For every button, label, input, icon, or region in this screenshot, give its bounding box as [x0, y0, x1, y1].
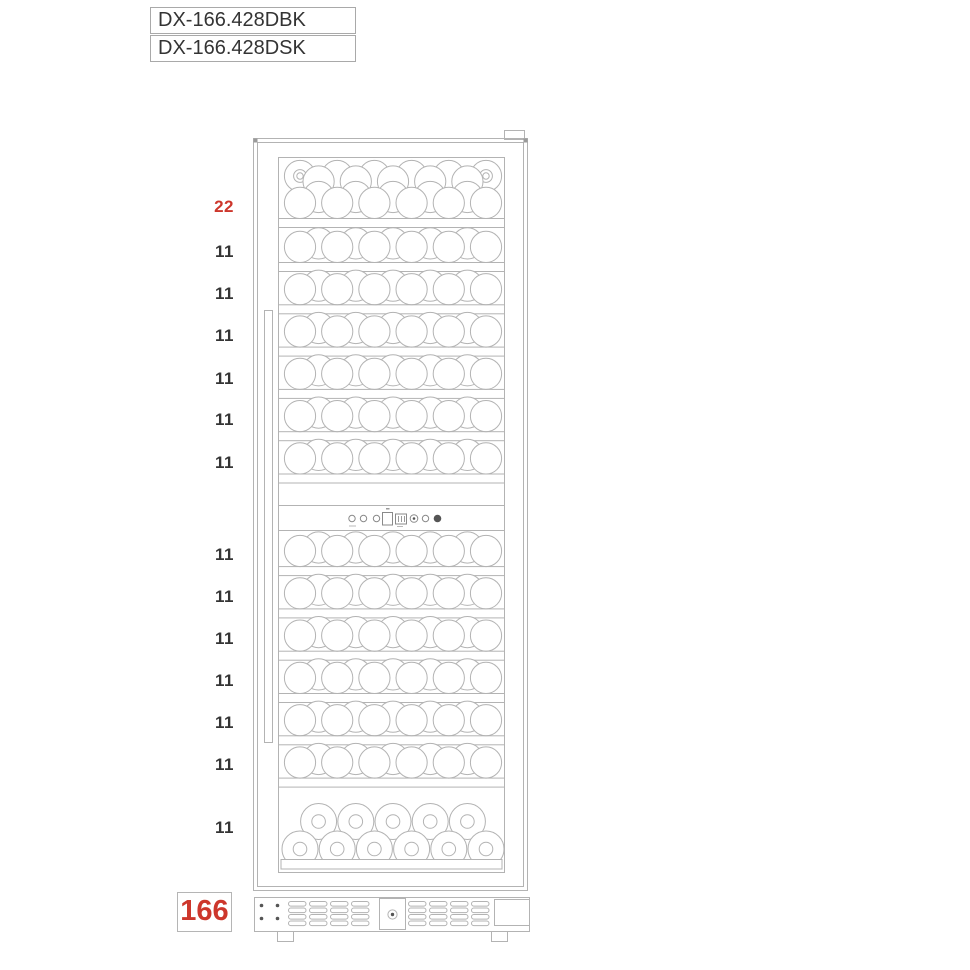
vent-slat — [451, 908, 469, 913]
bottle — [433, 747, 464, 778]
bottle — [433, 578, 464, 609]
shelf — [279, 474, 505, 483]
bottle — [359, 231, 390, 262]
bottle — [359, 187, 390, 218]
bottle — [396, 231, 427, 262]
bottle — [322, 535, 353, 566]
bottle — [284, 578, 315, 609]
bottle — [396, 401, 427, 432]
bottle — [322, 231, 353, 262]
bottle — [396, 705, 427, 736]
bottle-punt — [405, 842, 419, 856]
shelf-row-1 — [279, 228, 505, 272]
panel-mark — [386, 508, 390, 510]
bottle — [284, 231, 315, 262]
capacity-label-7: 11 — [215, 545, 234, 564]
panel-button — [422, 515, 428, 521]
vent-slat — [289, 902, 307, 907]
shelf — [279, 219, 505, 228]
vent-slat — [331, 908, 349, 913]
bottle — [433, 316, 464, 347]
vent-slat — [409, 902, 427, 907]
bottle — [396, 747, 427, 778]
shelf-row-8 — [279, 574, 505, 618]
vent-slat — [430, 902, 448, 907]
total-capacity-badge: 166 — [177, 892, 232, 932]
capacity-label-10: 11 — [215, 671, 234, 690]
vent-slat — [451, 921, 469, 926]
shelf — [281, 860, 502, 870]
vent-slat — [430, 921, 448, 926]
screw-dot — [276, 904, 280, 908]
bottle — [359, 662, 390, 693]
bottle — [433, 358, 464, 389]
vent-slat — [352, 915, 370, 920]
shelf — [279, 778, 505, 787]
bottle — [359, 274, 390, 305]
bottle — [396, 443, 427, 474]
bottle-punt — [386, 815, 400, 829]
vent-slat — [331, 902, 349, 907]
shelf-row-12 — [279, 743, 505, 787]
foot — [278, 932, 294, 942]
bottle-punt — [423, 815, 437, 829]
vent-slat — [289, 908, 307, 913]
bottle — [322, 316, 353, 347]
bottle — [470, 274, 501, 305]
capacity-label-8: 11 — [215, 587, 234, 606]
capacity-label-5: 11 — [215, 410, 234, 429]
vent-slat — [331, 921, 349, 926]
vent-slat — [472, 902, 490, 907]
shelf-row-2 — [279, 270, 505, 314]
bottle — [284, 316, 315, 347]
bottle — [470, 358, 501, 389]
bottle — [470, 620, 501, 651]
capacity-label-3: 11 — [215, 326, 234, 345]
vent-slat — [310, 915, 328, 920]
shelf-row-4 — [279, 355, 505, 399]
bottle-punt — [330, 842, 344, 856]
bottle — [396, 187, 427, 218]
bottle — [359, 705, 390, 736]
bottle — [433, 662, 464, 693]
vent-slat — [409, 921, 427, 926]
panel-button — [360, 515, 366, 521]
bottle — [359, 316, 390, 347]
bottle — [396, 316, 427, 347]
bottle-neck-ring — [297, 173, 303, 179]
capacity-label-6: 11 — [215, 453, 234, 472]
bottle — [322, 443, 353, 474]
bottle — [396, 620, 427, 651]
bottle — [284, 358, 315, 389]
shelf-row-0 — [279, 160, 505, 227]
corner-joint — [254, 139, 258, 143]
bottle — [284, 443, 315, 474]
panel-button-dark — [434, 515, 442, 523]
bottle — [470, 662, 501, 693]
bottle — [284, 187, 315, 218]
base-section — [255, 898, 530, 942]
bottle — [359, 747, 390, 778]
bottle — [359, 620, 390, 651]
bottle — [322, 274, 353, 305]
bottle — [322, 705, 353, 736]
bottle — [470, 578, 501, 609]
vent-slat — [352, 902, 370, 907]
bottle-punt — [312, 815, 326, 829]
base-end-panel — [495, 900, 530, 926]
vent-slat — [310, 902, 328, 907]
bottle — [359, 401, 390, 432]
shelf-row-7 — [279, 532, 505, 576]
bottle — [284, 535, 315, 566]
bottle — [396, 358, 427, 389]
bottle — [470, 187, 501, 218]
bottle-punt — [349, 815, 363, 829]
bottle — [470, 231, 501, 262]
shelf-row-11 — [279, 701, 505, 745]
bottle — [470, 316, 501, 347]
bottle — [396, 662, 427, 693]
bottle — [433, 274, 464, 305]
panel-button — [373, 515, 379, 521]
capacity-label-1: 11 — [215, 242, 234, 261]
bottle — [470, 401, 501, 432]
capacity-label-12: 11 — [215, 755, 234, 774]
panel-button — [349, 515, 355, 521]
panel-label-mark — [397, 526, 403, 527]
bottle — [433, 187, 464, 218]
bottle — [433, 620, 464, 651]
foot — [492, 932, 508, 942]
panel-label-mark — [349, 526, 356, 527]
bottle-punt — [461, 815, 475, 829]
bottle — [322, 662, 353, 693]
bottle — [322, 358, 353, 389]
bottle — [433, 705, 464, 736]
vent-slat — [451, 915, 469, 920]
vent-slat — [310, 908, 328, 913]
bottle — [284, 401, 315, 432]
model-number-1: DX-166.428DBK — [150, 7, 356, 34]
bottle — [396, 535, 427, 566]
bottle — [284, 747, 315, 778]
panel-button-dot — [413, 517, 416, 520]
bottle — [359, 443, 390, 474]
tray-shelf — [281, 860, 502, 870]
bottle — [284, 274, 315, 305]
vent-slat — [430, 908, 448, 913]
vent-slat — [430, 915, 448, 920]
bottle — [359, 358, 390, 389]
bottle — [359, 578, 390, 609]
bottle — [322, 401, 353, 432]
vent-slat — [289, 921, 307, 926]
shelf-row-6 — [279, 439, 505, 483]
bottle — [470, 535, 501, 566]
shelf-row-3 — [279, 312, 505, 356]
bottle — [470, 747, 501, 778]
door-handle — [265, 311, 273, 743]
bottle — [322, 620, 353, 651]
vent-slat — [472, 908, 490, 913]
screw-dot — [260, 917, 264, 921]
capacity-label-4: 11 — [215, 369, 234, 388]
lock-icon — [391, 913, 394, 916]
vent-slat — [409, 915, 427, 920]
screw-dot — [276, 917, 280, 921]
bottle — [396, 274, 427, 305]
bottle — [433, 401, 464, 432]
capacity-label-11: 11 — [215, 713, 234, 732]
bottle — [359, 535, 390, 566]
bottle-neck-ring — [483, 173, 489, 179]
bottle — [284, 705, 315, 736]
bottle — [284, 620, 315, 651]
bottle — [322, 578, 353, 609]
bottle — [470, 705, 501, 736]
vent-slat — [289, 915, 307, 920]
bottle-punt — [479, 842, 493, 856]
vent-slat — [451, 902, 469, 907]
corner-joint — [524, 139, 528, 143]
vent-slat — [352, 921, 370, 926]
bottle-punt — [442, 842, 456, 856]
shelf-row-9 — [279, 617, 505, 661]
bottle — [284, 662, 315, 693]
bottle — [322, 187, 353, 218]
bottle — [470, 443, 501, 474]
shelf-row-13 — [282, 804, 504, 868]
capacity-label-0: 22 — [214, 197, 234, 216]
screw-dot — [260, 904, 264, 908]
bottle — [433, 443, 464, 474]
shelf-row-10 — [279, 659, 505, 703]
vent-slat — [352, 908, 370, 913]
vent-slat — [409, 908, 427, 913]
capacity-label-9: 11 — [215, 629, 234, 648]
control-panel — [279, 506, 505, 531]
bottle — [322, 747, 353, 778]
bottle — [396, 578, 427, 609]
bottle-punt — [368, 842, 382, 856]
capacity-label-13: 11 — [215, 818, 234, 837]
bottle-punt — [293, 842, 307, 856]
bottle — [433, 535, 464, 566]
vent-slat — [331, 915, 349, 920]
vent-slat — [472, 921, 490, 926]
panel-display — [383, 513, 393, 526]
model-number-2: DX-166.428DSK — [150, 35, 356, 62]
vent-slat — [472, 915, 490, 920]
vent-slat — [310, 921, 328, 926]
bottle — [433, 231, 464, 262]
shelf-row-5 — [279, 397, 505, 441]
capacity-label-2: 11 — [215, 284, 234, 303]
